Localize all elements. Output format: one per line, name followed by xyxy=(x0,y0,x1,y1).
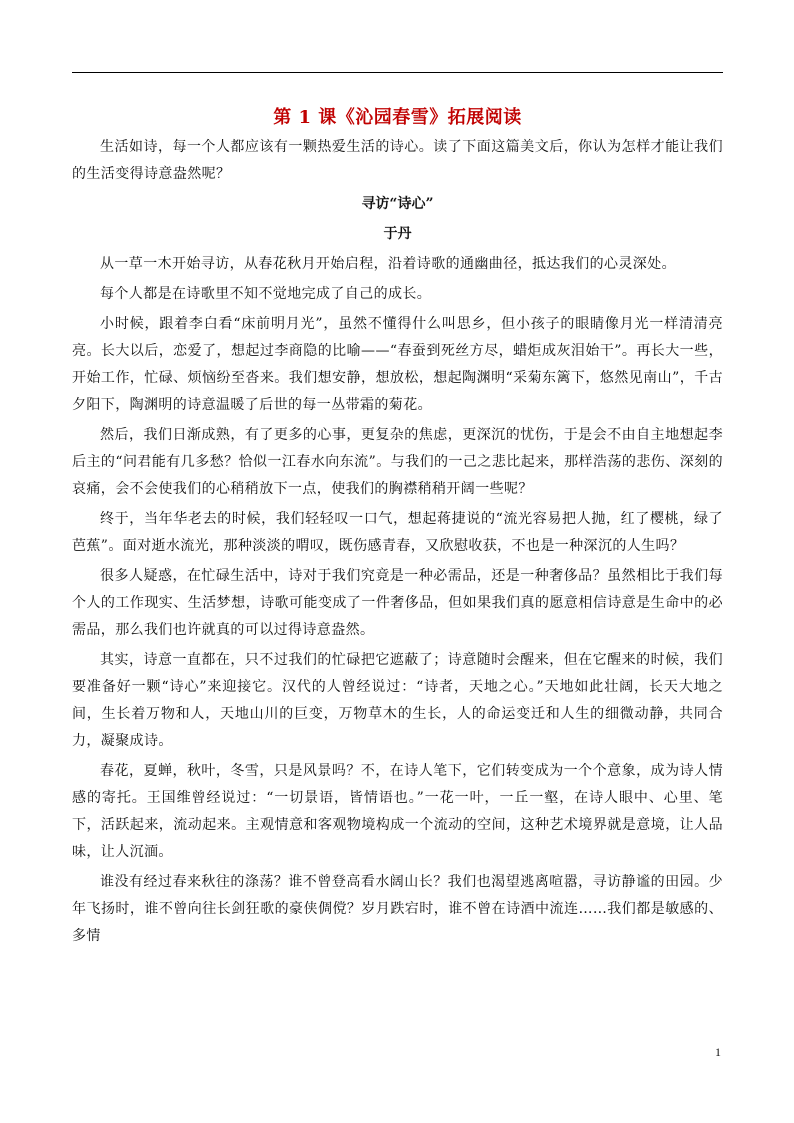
essay-paragraph: 春花，夏蝉，秋叶，冬雪，只是风景吗？不，在诗人笔下，它们转变成为一个个意象，成为诗人情感的寄托。王国维曾经说过：“一切景语，皆情语也。”一花一叶，一丘一壑，在诗人眼中、心里、笔下，活跃起来，流动起来。主观情意和客观物境构成一个流动的空间，这种艺术境界就是意境，让人品味，让人沉湎。 xyxy=(72,763,723,860)
essay-paragraph: 从一草一木开始寻访，从春花秋月开始启程，沿着诗歌的通幽曲径，抵达我们的心灵深处。 xyxy=(100,256,676,272)
essay-paragraph: 谁没有经过春来秋往的涤荡？谁不曾登高看水阔山长？我们也渴望逃离喧嚣，寻访静谧的田园。少年飞扬时，谁不曾向往长剑狂歌的豪侠倜傥？岁月跌宕时，谁不曾在诗酒中流连……我们都是敏感的、多情 xyxy=(72,874,723,944)
essay-paragraph: 其实，诗意一直都在，只不过我们的忙碌把它遮蔽了；诗意随时会醒来，但在它醒来的时候，我们要准备好一颗“诗心”来迎接它。汉代的人曾经说过：“诗者，天地之心。”天地如此壮阔，长天大地之间，生长着万物和人，天地山川的巨变，万物草木的生长，人的命运变迁和人生的细微动静，共同合力，凝聚成诗。 xyxy=(72,652,723,749)
essay-paragraph: 然后，我们日渐成熟，有了更多的心事，更复杂的焦虑，更深沉的忧伤，于是会不由自主地想起李后主的“问君能有几多愁？恰似一江春水向东流”。与我们的一己之悲比起来，那样浩荡的悲伤、深刻的哀痛，会不会使我们的心稍稍放下一点，使我们的胸襟稍稍开阔一些呢？ xyxy=(72,427,723,497)
lesson-title: 第 1 课《沁园春雪》拓展阅读 xyxy=(273,107,522,128)
document-body xyxy=(72,104,723,950)
page-number: 1 xyxy=(715,1045,721,1059)
header-rule xyxy=(72,72,723,73)
essay-paragraph: 每个人都是在诗歌里不知不觉地完成了自己的成长。 xyxy=(100,286,432,302)
essay-title: 寻访“诗心” xyxy=(361,196,434,212)
essay-paragraph: 终于，当年华老去的时候，我们轻轻叹一口气，想起蒋捷说的“流光容易把人抛，红了樱桃，绿了芭蕉”。面对逝水流光，那种淡淡的喟叹，既伤感青春，又欣慰收获，不也是一种深沉的人生吗？ xyxy=(72,511,723,554)
essay-author: 于丹 xyxy=(383,226,412,242)
essay-paragraph: 小时候，跟着李白看“床前明月光”，虽然不懂得什么叫思乡，但小孩子的眼睛像月光一样清清亮亮。长大以后，恋爱了，想起过李商隐的比喻——“春蚕到死丝方尽，蜡炬成灰泪始干”。再长大一些，开始工作，忙碌、烦恼纷至沓来。我们想安静，想放松，想起陶渊明“采菊东篱下，悠然见南山”，千古夕阳下，陶渊明的诗意温暖了后世的每一丛带霜的菊花。 xyxy=(72,316,723,413)
essay-paragraph: 很多人疑惑，在忙碌生活中，诗对于我们究竟是一种必需品，还是一种奢侈品？虽然相比于我们每个人的工作现实、生活梦想，诗歌可能变成了一件奢侈品，但如果我们真的愿意相信诗意是生命中的必需品，那么我们也许就真的可以过得诗意盎然。 xyxy=(72,568,723,638)
intro-paragraph: 生活如诗，每一个人都应该有一颗热爱生活的诗心。读了下面这篇美文后，你认为怎样才能让我们的生活变得诗意盎然呢？ xyxy=(72,139,723,182)
